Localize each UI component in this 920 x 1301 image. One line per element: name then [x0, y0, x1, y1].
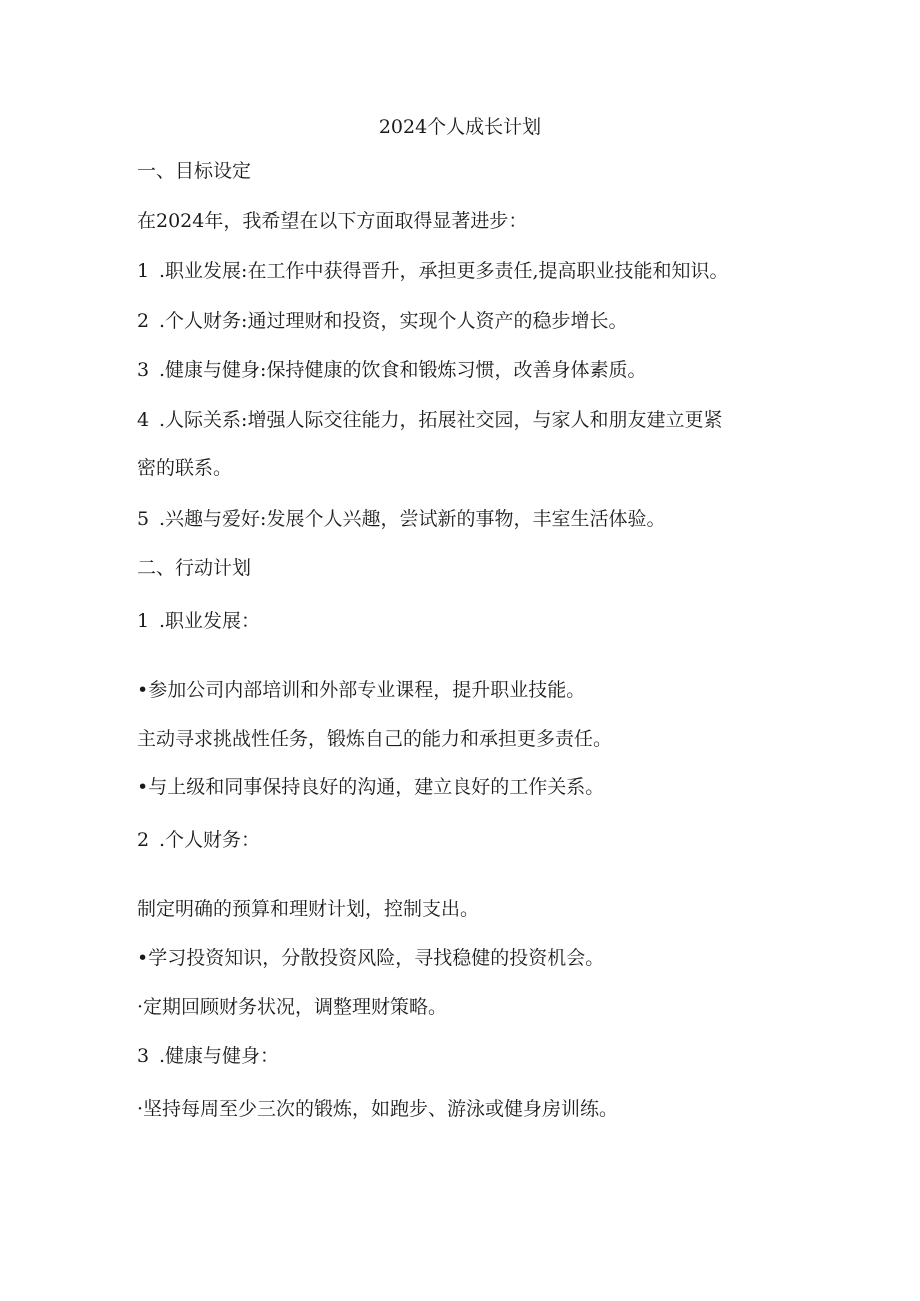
goal-number: 1	[137, 260, 150, 282]
plan-item: 制定明确的预算和理财计划，控制支出。	[137, 898, 480, 920]
plan-label: .职业发展：	[159, 610, 261, 632]
plan-number: 3	[137, 1045, 150, 1067]
plan-label: .个人财务：	[159, 829, 261, 851]
goal-item	[137, 505, 797, 533]
plan-number: 1	[137, 610, 150, 632]
plan-subheading-career	[137, 607, 797, 635]
goal-item	[137, 356, 797, 384]
goal-item	[137, 257, 797, 285]
plan-item: •与上级和同事保持良好的沟通，建立良好的工作关系。	[137, 776, 605, 798]
plan-item: 主动寻求挑战性任务，锻炼自己的能力和承担更多责任。	[137, 728, 613, 750]
plan-item: •参加公司内部培训和外部专业课程，提升职业技能。	[137, 679, 586, 701]
plan-item: ·定期回顾财务状况，调整理财策略。	[137, 996, 448, 1018]
goal-text: .健康与健身:保持健康的饮食和锻炼习惯，改善身体素质。	[159, 359, 647, 381]
goal-number: 4	[137, 409, 150, 431]
plan-item: ·坚持每周至少三次的锻炼，如跑步、游泳或健身房训练。	[137, 1098, 619, 1120]
goal-text: .兴趣与爱好:发展个人兴趣，尝试新的事物，丰室生活体验。	[159, 508, 666, 530]
section-heading-action-plan: 二、行动计划	[137, 557, 252, 579]
document-title: 2024个人成长计划	[378, 116, 542, 138]
goal-text: .职业发展:在工作中获得晋升，承担更多责任,提高职业技能和知识。	[159, 260, 729, 282]
plan-label: .健康与健身：	[159, 1045, 280, 1067]
goal-item	[137, 406, 797, 434]
plan-item: •学习投资知识，分散投资风险，寻找稳健的投资机会。	[137, 947, 605, 969]
goal-item-continuation: 密的联系。	[137, 457, 233, 479]
plan-subheading-health	[137, 1042, 797, 1070]
plan-number: 2	[137, 829, 150, 851]
goal-number: 5	[137, 508, 150, 530]
goals-intro: 在2024年，我希望在以下方面取得显著进步：	[137, 210, 528, 232]
goal-number: 3	[137, 359, 150, 381]
plan-subheading-finance	[137, 826, 797, 854]
goal-item	[137, 307, 797, 335]
goal-number: 2	[137, 310, 150, 332]
goal-text: .个人财务:通过理财和投资，实现个人资产的稳步增长。	[159, 310, 628, 332]
section-heading-goals: 一、目标设定	[137, 160, 252, 182]
goal-text: .人际关系:增强人际交往能力，拓展社交园，与家人和朋友建立更紧	[159, 409, 723, 431]
